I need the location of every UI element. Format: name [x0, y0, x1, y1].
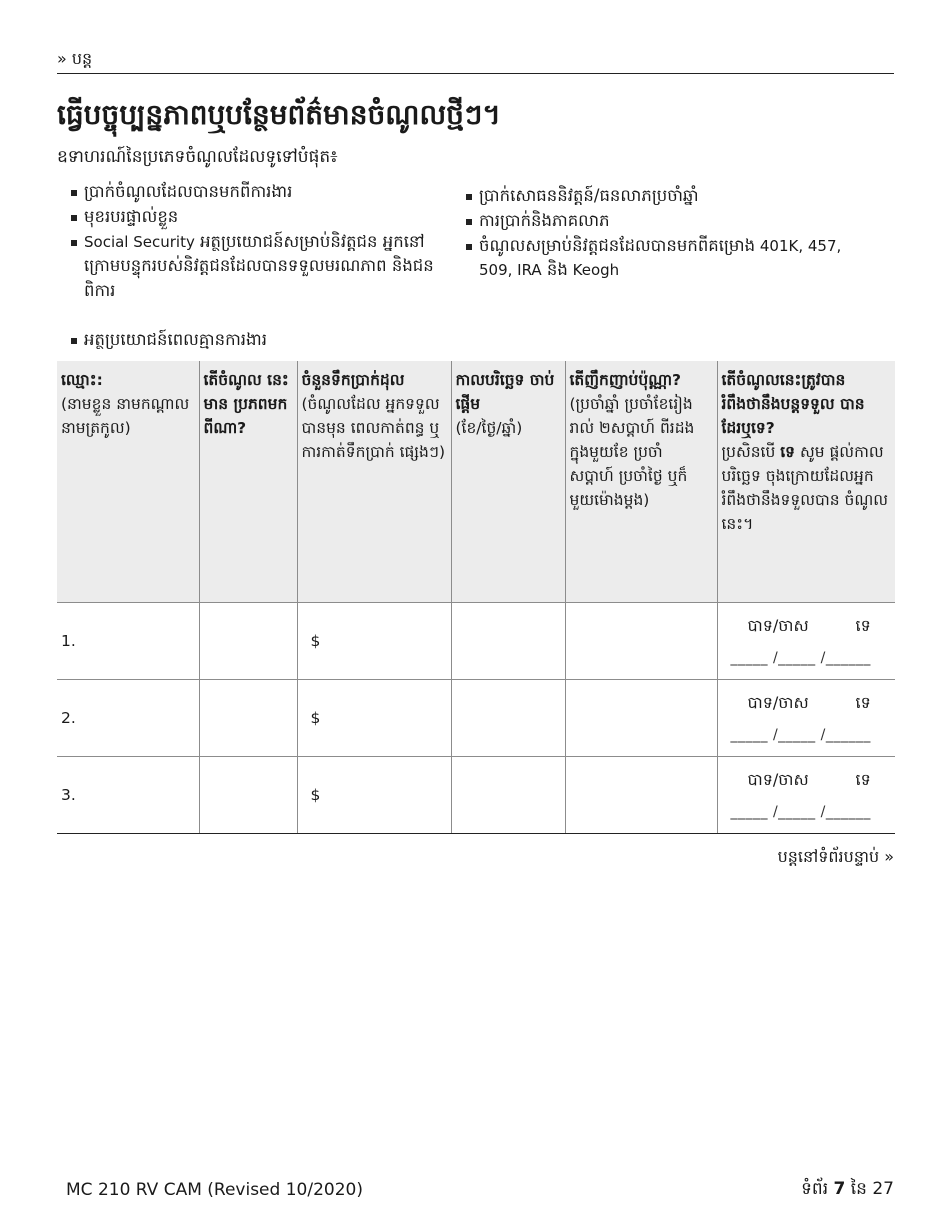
list-item: ប្រាក់ចំណូលដែលបានមកពីការងារ: [70, 180, 440, 205]
list-item: មុខរបរផ្ទាល់ខ្លួន: [70, 205, 440, 230]
income-table: [57, 361, 895, 834]
no-option[interactable]: ទេ: [855, 769, 871, 789]
list-item: អត្ថប្រយោជន៍ពេលគ្មានការងារ: [70, 328, 440, 353]
start-date-cell[interactable]: [451, 679, 565, 756]
page-number: ទំព័រ 7 នៃ 27: [801, 1179, 894, 1199]
top-divider: [57, 73, 894, 74]
source-cell[interactable]: [199, 756, 297, 833]
end-date-field[interactable]: _____ /_____ /______: [730, 649, 871, 666]
start-date-cell[interactable]: [451, 602, 565, 679]
row-number: 1.: [57, 602, 199, 679]
retirement-plan-codes: 401K, 457, 509, IRA: [479, 236, 842, 280]
yes-option[interactable]: បាទ/ចាស: [747, 769, 809, 789]
list-item: ប្រាក់សោធននិវត្តន៍/ធនលាភប្រចាំឆ្នាំ: [465, 184, 875, 209]
header-continue: តើចំណូលនេះត្រូវបាន រំពឹងថានឹងបន្តទទួល បានដែរឬទេ? ប្រសិនបើ ទេ សូម ផ្ដល់កាលបរិច្ឆេទ ចុងក្រោយដែលអ្នក រំពឹងថានឹងទទួលបាន ចំណូលនេះ។: [717, 361, 895, 602]
social-security-desc: អត្ថប្រយោជន៍សម្រាប់និវត្តជន អ្នកនៅក្រោមបន្ទុករបស់និវត្តជនដែលបានទទួលមរណភាព និងជនពិការ: [84, 231, 434, 300]
header-frequency: តើញឹកញាប់ប៉ុណ្ណា? (ប្រចាំឆ្នាំ ប្រចាំខែរៀងរាល់ ២សប្ដាហ៍ ពីរដង ក្នុងមួយខែ ប្រចាំ សប្ដាហ៍ ប្រចាំថ្ងៃ ឬក៏មួយម៉ោងម្ដង): [565, 361, 717, 602]
income-examples-left: [70, 180, 440, 304]
header-source: តើចំណូល នេះមាន ប្រភពមក ពីណា?: [199, 361, 297, 602]
income-examples-right: [465, 184, 875, 283]
continue-cell: [717, 602, 895, 679]
row-number: 2.: [57, 679, 199, 756]
no-option[interactable]: ទេ: [855, 692, 871, 712]
amount-cell[interactable]: $: [297, 756, 451, 833]
retirement-plan-and: និង: [541, 260, 568, 280]
list-item: ការប្រាក់និងភាគលាភ: [465, 209, 875, 234]
list-item: [465, 234, 875, 284]
table-row: [57, 602, 895, 679]
list-item: [70, 230, 440, 304]
form-id: MC 210 RV CAM (Revised 10/2020): [66, 1180, 363, 1200]
end-date-field[interactable]: _____ /_____ /______: [730, 726, 871, 743]
row-number: 3.: [57, 756, 199, 833]
social-security-label: Social Security: [84, 232, 195, 251]
yes-option[interactable]: បាទ/ចាស: [747, 615, 809, 635]
amount-cell[interactable]: $: [297, 679, 451, 756]
header-amount: ចំនួនទឹកប្រាក់ដុល (ចំណូលដែល អ្នកទទួលបានមុន ពេលកាត់ពន្ធ ឬ ការកាត់ទឹកប្រាក់ ផ្សេងៗ): [297, 361, 451, 602]
retirement-plan-desc: ចំណូលសម្រាប់និវត្តជនដែលបានមកពីគម្រោង: [479, 235, 756, 255]
retirement-plan-keogh: Keogh: [567, 261, 620, 280]
end-date-field[interactable]: _____ /_____ /______: [730, 803, 871, 820]
page-title: ធ្វើបច្ចុប្បន្នភាពឬបន្ថែមព័ត៌មានចំណូលថ្មីៗ។: [57, 98, 501, 131]
examples-intro: ឧទាហរណ៍នៃប្រភេទចំណូលដែលទូទៅបំផុត៖: [57, 147, 338, 167]
source-cell[interactable]: [199, 602, 297, 679]
frequency-cell[interactable]: [565, 602, 717, 679]
continue-next-page: បន្តនៅទំព័របន្ទាប់ »: [777, 847, 894, 866]
frequency-cell[interactable]: [565, 679, 717, 756]
table-row: [57, 756, 895, 833]
header-name: ឈ្មោះ: (នាមខ្លួន នាមកណ្ដាល នាមត្រកូល): [57, 361, 199, 602]
no-option[interactable]: ទេ: [855, 615, 871, 635]
frequency-cell[interactable]: [565, 756, 717, 833]
source-cell[interactable]: [199, 679, 297, 756]
amount-cell[interactable]: $: [297, 602, 451, 679]
start-date-cell[interactable]: [451, 756, 565, 833]
yes-option[interactable]: បាទ/ចាស: [747, 692, 809, 712]
table-row: [57, 679, 895, 756]
continue-cell: [717, 756, 895, 833]
table-header-row: [57, 361, 895, 602]
continue-cell: [717, 679, 895, 756]
income-examples-left-last: [70, 328, 440, 353]
continued-label: » បន្ត: [57, 49, 93, 68]
header-start-date: កាលបរិច្ឆេទ ចាប់ផ្ដើម (ខែ/ថ្ងៃ/ឆ្នាំ): [451, 361, 565, 602]
